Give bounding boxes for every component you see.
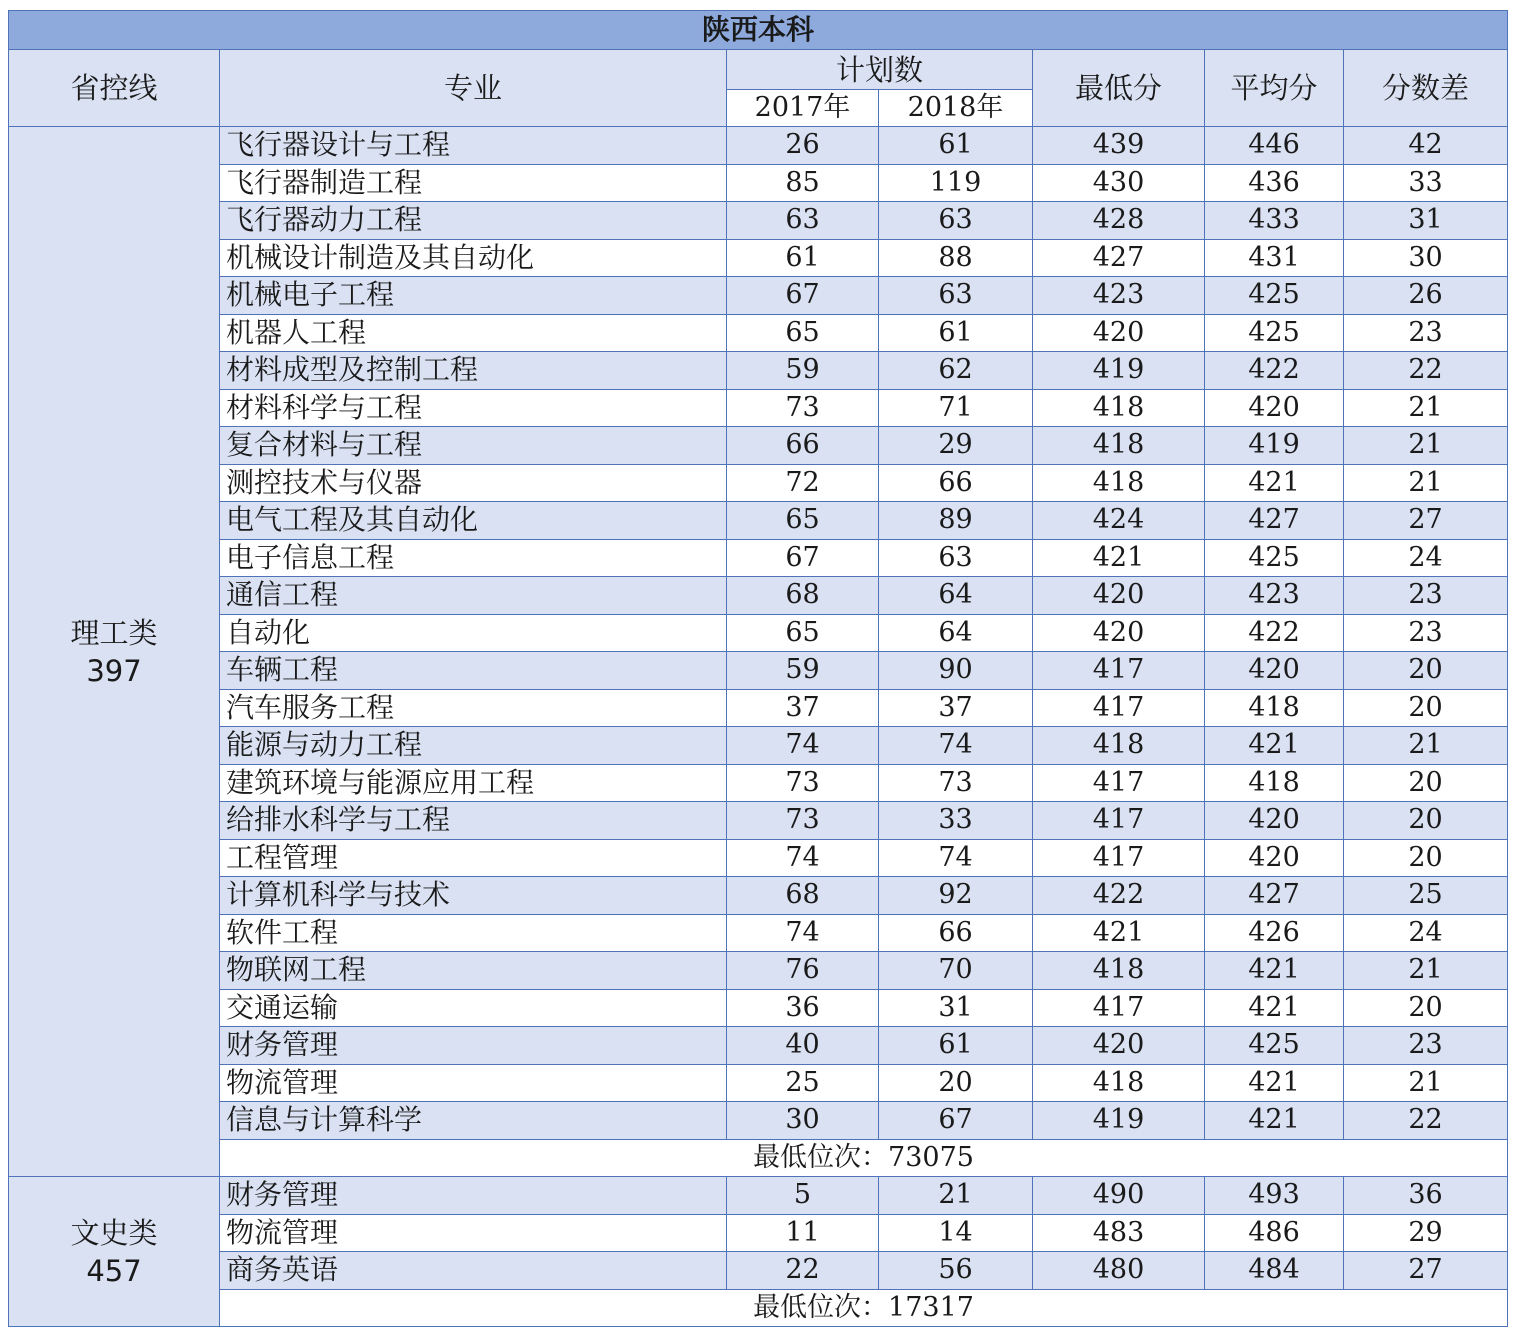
- plan-2017: 65: [727, 614, 879, 652]
- header-2018: 2018年: [879, 90, 1033, 127]
- major-name: 物联网工程: [220, 952, 727, 990]
- table-row: [9, 577, 1508, 615]
- min-score: 419: [1033, 1102, 1205, 1140]
- score-diff: 27: [1344, 1252, 1508, 1290]
- table-row: [9, 727, 1508, 765]
- category-name: 文史类: [70, 1215, 158, 1250]
- avg-score: 486: [1205, 1214, 1344, 1252]
- avg-score: 422: [1205, 614, 1344, 652]
- plan-2017: 30: [727, 1102, 879, 1140]
- plan-2017: 72: [727, 464, 879, 502]
- table-title: 陕西本科: [9, 11, 1508, 50]
- min-score: 424: [1033, 502, 1205, 540]
- table-row: [9, 689, 1508, 727]
- min-score: 419: [1033, 352, 1205, 390]
- major-name: 信息与计算科学: [220, 1102, 727, 1140]
- score-diff: 24: [1344, 914, 1508, 952]
- plan-2017: 63: [727, 202, 879, 240]
- plan-2018: 62: [879, 352, 1033, 390]
- avg-score: 422: [1205, 352, 1344, 390]
- score-diff: 23: [1344, 577, 1508, 615]
- table-row: [9, 952, 1508, 990]
- score-diff: 33: [1344, 164, 1508, 202]
- major-name: 财务管理: [220, 1027, 727, 1065]
- score-diff: 26: [1344, 277, 1508, 315]
- major-name: 计算机科学与技术: [220, 877, 727, 915]
- table-row: [9, 1102, 1508, 1140]
- avg-score: 433: [1205, 202, 1344, 240]
- avg-score: 420: [1205, 389, 1344, 427]
- avg-score: 425: [1205, 539, 1344, 577]
- table-row: [9, 1027, 1508, 1065]
- plan-2018: 20: [879, 1064, 1033, 1102]
- plan-2018: 74: [879, 839, 1033, 877]
- plan-2018: 64: [879, 577, 1033, 615]
- table-row: [9, 127, 1508, 165]
- min-score: 420: [1033, 314, 1205, 352]
- plan-2017: 40: [727, 1027, 879, 1065]
- plan-2018: 71: [879, 389, 1033, 427]
- table-row: [9, 989, 1508, 1027]
- score-diff: 20: [1344, 652, 1508, 690]
- score-diff: 36: [1344, 1177, 1508, 1215]
- score-diff: 24: [1344, 539, 1508, 577]
- plan-2018: 61: [879, 1027, 1033, 1065]
- plan-2018: 14: [879, 1214, 1033, 1252]
- table-row: [9, 277, 1508, 315]
- table-body: [9, 127, 1508, 1327]
- plan-2018: 74: [879, 727, 1033, 765]
- header-line: 省控线: [9, 50, 220, 127]
- plan-2018: 70: [879, 952, 1033, 990]
- avg-score: 421: [1205, 952, 1344, 990]
- min-score: 421: [1033, 914, 1205, 952]
- plan-2018: 63: [879, 202, 1033, 240]
- min-score: 422: [1033, 877, 1205, 915]
- min-score: 420: [1033, 614, 1205, 652]
- category-line-cell: [9, 127, 220, 1177]
- score-diff: 20: [1344, 689, 1508, 727]
- avg-score: 419: [1205, 427, 1344, 465]
- major-name: 车辆工程: [220, 652, 727, 690]
- min-score: 418: [1033, 952, 1205, 990]
- major-name: 电气工程及其自动化: [220, 502, 727, 540]
- plan-2017: 76: [727, 952, 879, 990]
- avg-score: 420: [1205, 652, 1344, 690]
- plan-2018: 61: [879, 314, 1033, 352]
- min-score: 427: [1033, 239, 1205, 277]
- avg-score: 425: [1205, 277, 1344, 315]
- min-score: 418: [1033, 727, 1205, 765]
- score-diff: 42: [1344, 127, 1508, 165]
- plan-2017: 11: [727, 1214, 879, 1252]
- table-row: [9, 202, 1508, 240]
- table-row: [9, 239, 1508, 277]
- major-name: 材料成型及控制工程: [220, 352, 727, 390]
- plan-2018: 89: [879, 502, 1033, 540]
- score-diff: 30: [1344, 239, 1508, 277]
- score-diff: 23: [1344, 314, 1508, 352]
- min-score: 418: [1033, 1064, 1205, 1102]
- plan-2018: 29: [879, 427, 1033, 465]
- plan-2018: 21: [879, 1177, 1033, 1215]
- plan-2017: 68: [727, 877, 879, 915]
- table-row: [9, 652, 1508, 690]
- plan-2018: 66: [879, 914, 1033, 952]
- avg-score: 484: [1205, 1252, 1344, 1290]
- plan-2018: 37: [879, 689, 1033, 727]
- plan-2017: 65: [727, 314, 879, 352]
- avg-score: 421: [1205, 1102, 1344, 1140]
- major-name: 交通运输: [220, 989, 727, 1027]
- avg-score: 421: [1205, 464, 1344, 502]
- score-diff: 27: [1344, 502, 1508, 540]
- score-diff: 23: [1344, 614, 1508, 652]
- table-row: [9, 614, 1508, 652]
- avg-score: 425: [1205, 314, 1344, 352]
- footer-row: [9, 1289, 1508, 1327]
- major-name: 物流管理: [220, 1064, 727, 1102]
- min-score: 417: [1033, 652, 1205, 690]
- major-name: 财务管理: [220, 1177, 727, 1215]
- score-diff: 21: [1344, 389, 1508, 427]
- plan-2017: 73: [727, 802, 879, 840]
- major-name: 建筑环境与能源应用工程: [220, 764, 727, 802]
- table-row: [9, 877, 1508, 915]
- min-rank-footer: 最低位次：17317: [220, 1289, 1508, 1327]
- plan-2018: 56: [879, 1252, 1033, 1290]
- score-diff: 20: [1344, 839, 1508, 877]
- min-score: 423: [1033, 277, 1205, 315]
- avg-score: 418: [1205, 764, 1344, 802]
- min-score: 420: [1033, 1027, 1205, 1065]
- plan-2017: 74: [727, 727, 879, 765]
- avg-score: 493: [1205, 1177, 1344, 1215]
- table-row: [9, 352, 1508, 390]
- table-row: [9, 914, 1508, 952]
- admission-table-container: [8, 10, 1507, 1327]
- header-major: 专业: [220, 50, 727, 127]
- major-name: 机器人工程: [220, 314, 727, 352]
- min-score: 417: [1033, 689, 1205, 727]
- score-diff: 31: [1344, 202, 1508, 240]
- plan-2018: 64: [879, 614, 1033, 652]
- min-score: 418: [1033, 427, 1205, 465]
- min-score: 417: [1033, 989, 1205, 1027]
- plan-2018: 73: [879, 764, 1033, 802]
- plan-2017: 65: [727, 502, 879, 540]
- footer-row: [9, 1139, 1508, 1177]
- major-name: 通信工程: [220, 577, 727, 615]
- header-diff: 分数差: [1344, 50, 1508, 127]
- score-diff: 22: [1344, 1102, 1508, 1140]
- plan-2017: 74: [727, 914, 879, 952]
- major-name: 工程管理: [220, 839, 727, 877]
- plan-2017: 66: [727, 427, 879, 465]
- table-row: [9, 427, 1508, 465]
- plan-2018: 92: [879, 877, 1033, 915]
- avg-score: 420: [1205, 802, 1344, 840]
- header-2017: 2017年: [727, 90, 879, 127]
- plan-2017: 22: [727, 1252, 879, 1290]
- min-score: 483: [1033, 1214, 1205, 1252]
- header-plan: 计划数: [727, 50, 1033, 90]
- major-name: 飞行器制造工程: [220, 164, 727, 202]
- avg-score: 426: [1205, 914, 1344, 952]
- avg-score: 423: [1205, 577, 1344, 615]
- avg-score: 421: [1205, 727, 1344, 765]
- plan-2017: 26: [727, 127, 879, 165]
- avg-score: 418: [1205, 689, 1344, 727]
- score-diff: 21: [1344, 952, 1508, 990]
- avg-score: 436: [1205, 164, 1344, 202]
- score-diff: 20: [1344, 989, 1508, 1027]
- table-row: [9, 764, 1508, 802]
- plan-2017: 59: [727, 652, 879, 690]
- min-score: 417: [1033, 839, 1205, 877]
- major-name: 物流管理: [220, 1214, 727, 1252]
- table-row: [9, 839, 1508, 877]
- major-name: 复合材料与工程: [220, 427, 727, 465]
- plan-2017: 68: [727, 577, 879, 615]
- avg-score: 427: [1205, 877, 1344, 915]
- category-line-cell: [9, 1177, 220, 1327]
- major-name: 电子信息工程: [220, 539, 727, 577]
- plan-2017: 61: [727, 239, 879, 277]
- min-score: 439: [1033, 127, 1205, 165]
- major-name: 汽车服务工程: [220, 689, 727, 727]
- line-score: 457: [86, 1253, 142, 1288]
- plan-2017: 5: [727, 1177, 879, 1215]
- plan-2018: 33: [879, 802, 1033, 840]
- avg-score: 425: [1205, 1027, 1344, 1065]
- score-diff: 20: [1344, 802, 1508, 840]
- header-avg: 平均分: [1205, 50, 1344, 127]
- table-row: [9, 1214, 1508, 1252]
- plan-2018: 31: [879, 989, 1033, 1027]
- table-row: [9, 539, 1508, 577]
- score-diff: 22: [1344, 352, 1508, 390]
- min-score: 480: [1033, 1252, 1205, 1290]
- plan-2017: 74: [727, 839, 879, 877]
- plan-2018: 63: [879, 277, 1033, 315]
- min-score: 490: [1033, 1177, 1205, 1215]
- major-name: 材料科学与工程: [220, 389, 727, 427]
- admission-score-table: [8, 10, 1508, 1327]
- table-row: [9, 314, 1508, 352]
- avg-score: 431: [1205, 239, 1344, 277]
- major-name: 自动化: [220, 614, 727, 652]
- major-name: 能源与动力工程: [220, 727, 727, 765]
- major-name: 飞行器动力工程: [220, 202, 727, 240]
- major-name: 软件工程: [220, 914, 727, 952]
- table-row: [9, 389, 1508, 427]
- min-score: 418: [1033, 464, 1205, 502]
- min-score: 428: [1033, 202, 1205, 240]
- score-diff: 21: [1344, 727, 1508, 765]
- plan-2017: 25: [727, 1064, 879, 1102]
- plan-2017: 73: [727, 764, 879, 802]
- major-name: 测控技术与仪器: [220, 464, 727, 502]
- plan-2017: 37: [727, 689, 879, 727]
- score-diff: 23: [1344, 1027, 1508, 1065]
- line-score: 397: [86, 653, 142, 688]
- plan-2017: 85: [727, 164, 879, 202]
- plan-2017: 73: [727, 389, 879, 427]
- avg-score: 446: [1205, 127, 1344, 165]
- table-row: [9, 164, 1508, 202]
- category-name: 理工类: [70, 615, 158, 650]
- score-diff: 25: [1344, 877, 1508, 915]
- min-score: 417: [1033, 802, 1205, 840]
- plan-2018: 63: [879, 539, 1033, 577]
- plan-2018: 61: [879, 127, 1033, 165]
- avg-score: 427: [1205, 502, 1344, 540]
- table-row: [9, 502, 1508, 540]
- avg-score: 421: [1205, 1064, 1344, 1102]
- major-name: 机械设计制造及其自动化: [220, 239, 727, 277]
- score-diff: 29: [1344, 1214, 1508, 1252]
- min-score: 430: [1033, 164, 1205, 202]
- min-score: 418: [1033, 389, 1205, 427]
- plan-2017: 67: [727, 539, 879, 577]
- table-row: [9, 1252, 1508, 1290]
- min-score: 421: [1033, 539, 1205, 577]
- plan-2018: 88: [879, 239, 1033, 277]
- min-score: 420: [1033, 577, 1205, 615]
- table-row: [9, 1177, 1508, 1215]
- plan-2017: 67: [727, 277, 879, 315]
- avg-score: 421: [1205, 989, 1344, 1027]
- major-name: 机械电子工程: [220, 277, 727, 315]
- plan-2018: 67: [879, 1102, 1033, 1140]
- major-name: 飞行器设计与工程: [220, 127, 727, 165]
- plan-2017: 36: [727, 989, 879, 1027]
- avg-score: 420: [1205, 839, 1344, 877]
- header-min: 最低分: [1033, 50, 1205, 127]
- plan-2018: 66: [879, 464, 1033, 502]
- plan-2018: 119: [879, 164, 1033, 202]
- score-diff: 21: [1344, 1064, 1508, 1102]
- plan-2018: 90: [879, 652, 1033, 690]
- min-score: 417: [1033, 764, 1205, 802]
- score-diff: 20: [1344, 764, 1508, 802]
- score-diff: 21: [1344, 427, 1508, 465]
- table-row: [9, 464, 1508, 502]
- score-diff: 21: [1344, 464, 1508, 502]
- major-name: 给排水科学与工程: [220, 802, 727, 840]
- plan-2017: 59: [727, 352, 879, 390]
- major-name: 商务英语: [220, 1252, 727, 1290]
- min-rank-footer: 最低位次：73075: [220, 1139, 1508, 1177]
- table-row: [9, 802, 1508, 840]
- table-row: [9, 1064, 1508, 1102]
